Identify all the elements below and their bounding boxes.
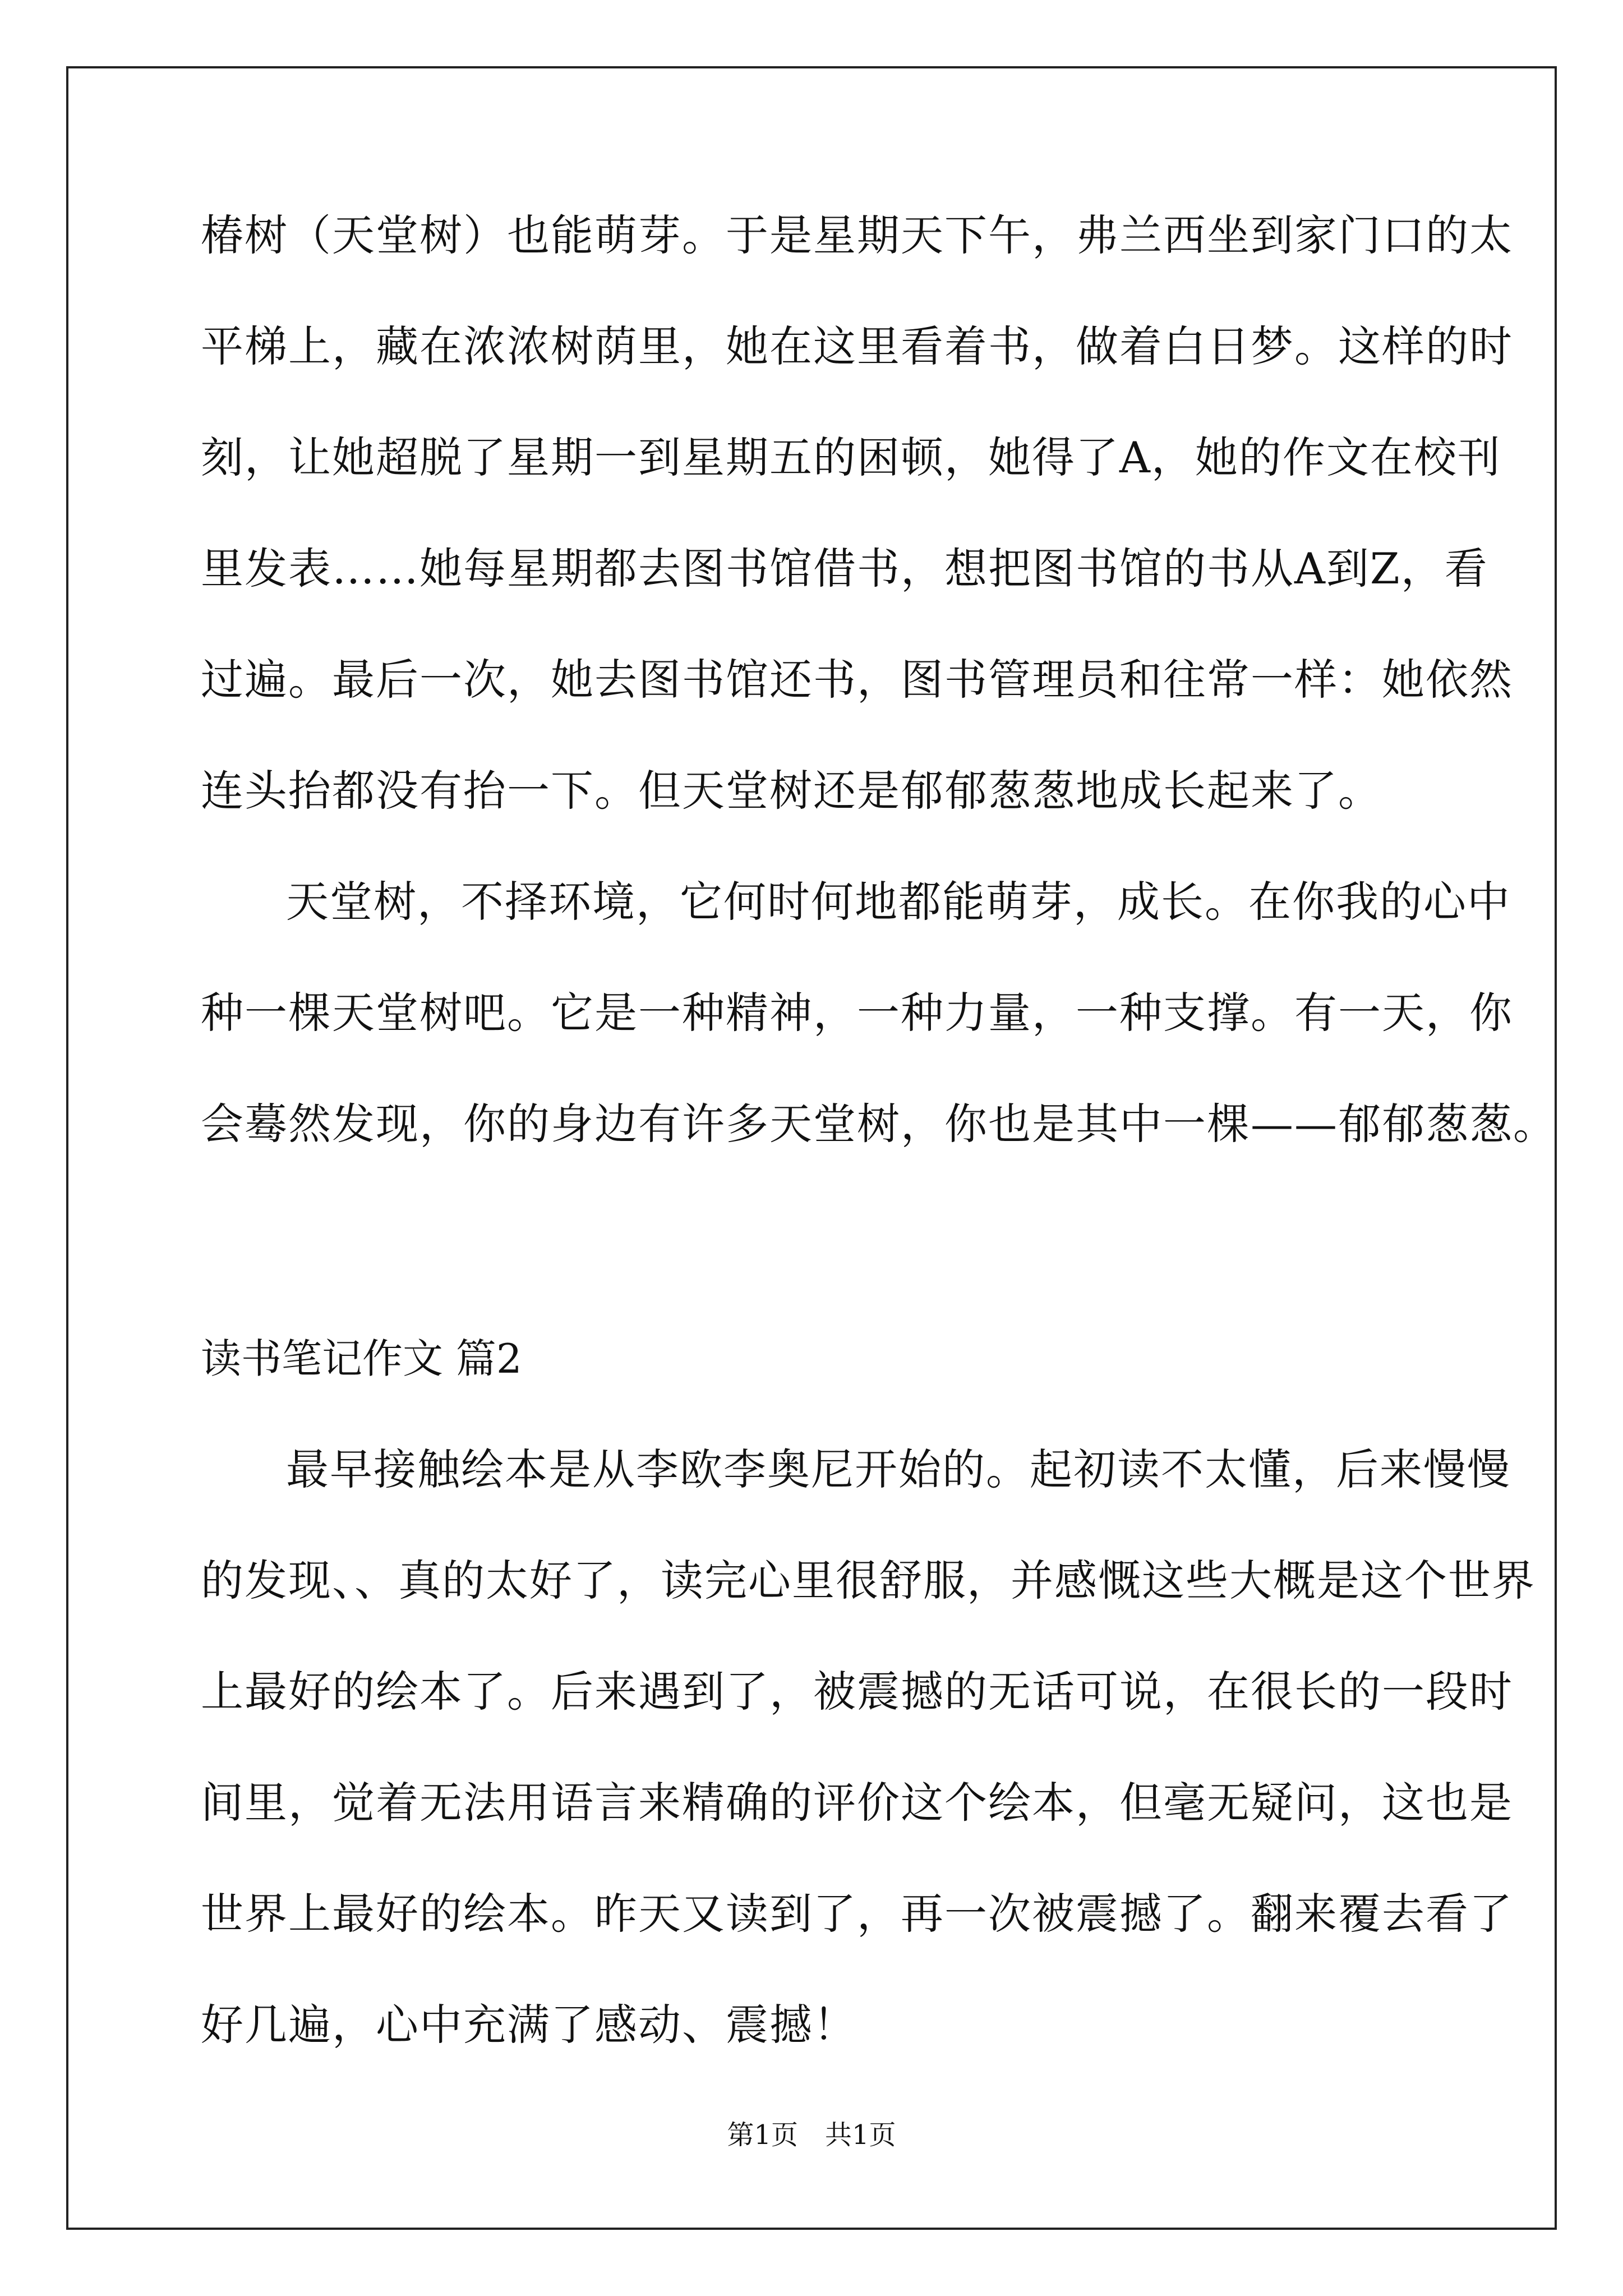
text-line: 最早接触绘本是从李欧李奥尼开始的。起初读不太懂，后来慢慢	[286, 1444, 1511, 1494]
text-line: 平梯上，藏在浓浓树荫里，她在这里看着书，做着白日梦。这样的时	[201, 321, 1513, 371]
text-line: 过遍。最后一次，她去图书馆还书，图书管理员和往常一样：她依然	[201, 655, 1513, 705]
text-line: 的发现、、真的太好了，读完心里很舒服，并感慨这些大概是这个世界	[201, 1556, 1536, 1605]
text-line: 种一棵天堂树吧。它是一种精神，一种力量，一种支撑。有一天，你	[201, 988, 1513, 1038]
page-number: 第1页 共1页	[727, 2119, 896, 2151]
section-heading: 读书笔记作文 篇2	[201, 1335, 522, 1382]
text-line: 间里，觉着无法用语言来精确的评价这个绘本，但毫无疑问，这也是	[201, 1778, 1513, 1828]
paragraph	[201, 1444, 1536, 2050]
text-line: 好几遍，心中充满了感动、震撼！	[201, 2000, 857, 2050]
paragraph	[201, 210, 1513, 816]
text-line: 天堂树，不择环境，它何时何地都能萌芽，成长。在你我的心中	[286, 877, 1511, 927]
text-line: 刻，让她超脱了星期一到星期五的困顿，她得了A，她的作文在校刊	[201, 432, 1501, 482]
text-line: 连头抬都没有抬一下。但天堂树还是郁郁葱葱地成长起来了。	[201, 766, 1382, 816]
text-line: 会蓦然发现，你的身边有许多天堂树，你也是其中一棵——郁郁葱葱。	[201, 1099, 1557, 1149]
document-body	[201, 210, 1557, 2050]
paragraph	[201, 877, 1557, 1149]
text-line: 世界上最好的绘本。昨天又读到了，再一次被震撼了。翻来覆去看了	[201, 1889, 1513, 1939]
text-line: 里发表……她每星期都去图书馆借书，想把图书馆的书从A到Z，看	[201, 544, 1488, 593]
text-line: 椿树（天堂树）也能萌芽。于是星期天下午，弗兰西坐到家门口的太	[201, 210, 1513, 260]
text-line: 上最好的绘本了。后来遇到了，被震撼的无话可说，在很长的一段时	[201, 1667, 1513, 1717]
